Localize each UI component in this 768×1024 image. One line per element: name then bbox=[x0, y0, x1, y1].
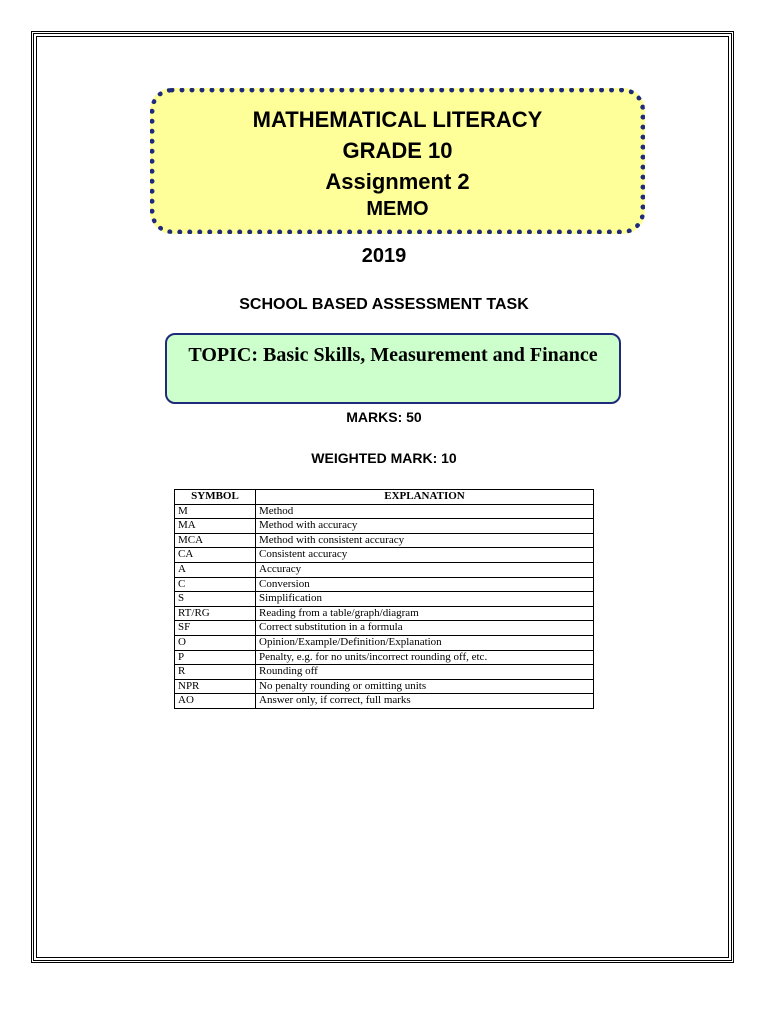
explanation-cell: Method bbox=[256, 504, 594, 519]
symbol-cell: A bbox=[175, 562, 256, 577]
table-row bbox=[175, 635, 594, 650]
table-row bbox=[175, 650, 594, 665]
explanation-cell: Answer only, if correct, full marks bbox=[256, 694, 594, 709]
task-type-heading: SCHOOL BASED ASSESSMENT TASK bbox=[239, 296, 529, 313]
symbol-cell: RT/RG bbox=[175, 606, 256, 621]
table-row bbox=[175, 665, 594, 680]
symbol-cell: C bbox=[175, 577, 256, 592]
assignment-title: Assignment 2 bbox=[325, 169, 470, 194]
table-header-row bbox=[175, 490, 594, 505]
symbol-cell: NPR bbox=[175, 679, 256, 694]
topic-text: TOPIC: Basic Skills, Measurement and Finance bbox=[188, 344, 598, 366]
explanation-cell: Penalty, e.g. for no units/incorrect rounding off, etc. bbox=[256, 650, 594, 665]
explanation-cell: Rounding off bbox=[256, 665, 594, 680]
symbol-cell: SF bbox=[175, 621, 256, 636]
explanation-cell: Method with consistent accuracy bbox=[256, 533, 594, 548]
explanation-cell: Simplification bbox=[256, 592, 594, 607]
explanation-cell: Correct substitution in a formula bbox=[256, 621, 594, 636]
table-row bbox=[175, 694, 594, 709]
table-row bbox=[175, 592, 594, 607]
memo-title: MEMO bbox=[366, 198, 429, 220]
table-row bbox=[175, 577, 594, 592]
symbol-cell: S bbox=[175, 592, 256, 607]
symbol-cell: P bbox=[175, 650, 256, 665]
marks-total: MARKS: 50 bbox=[346, 409, 422, 425]
table-row bbox=[175, 621, 594, 636]
table-row bbox=[175, 562, 594, 577]
explanation-cell: Consistent accuracy bbox=[256, 548, 594, 563]
symbol-cell: O bbox=[175, 635, 256, 650]
symbol-cell: R bbox=[175, 665, 256, 680]
table-row bbox=[175, 533, 594, 548]
subject-title: MATHEMATICAL LITERACY bbox=[252, 107, 543, 132]
table-row bbox=[175, 548, 594, 563]
symbol-cell: MA bbox=[175, 519, 256, 534]
grade-title: GRADE 10 bbox=[342, 138, 453, 163]
table-row bbox=[175, 504, 594, 519]
explanation-cell: Reading from a table/graph/diagram bbox=[256, 606, 594, 621]
weighted-mark: WEIGHTED MARK: 10 bbox=[311, 450, 457, 466]
symbol-column-header: SYMBOL bbox=[175, 490, 256, 505]
year: 2019 bbox=[361, 245, 407, 267]
explanation-cell: Accuracy bbox=[256, 562, 594, 577]
symbol-cell: M bbox=[175, 504, 256, 519]
symbol-explanation-table bbox=[174, 489, 594, 709]
explanation-column-header: EXPLANATION bbox=[256, 490, 594, 505]
table-row bbox=[175, 606, 594, 621]
explanation-cell: Conversion bbox=[256, 577, 594, 592]
topic-box bbox=[165, 333, 621, 404]
explanation-cell: No penalty rounding or omitting units bbox=[256, 679, 594, 694]
title-box bbox=[150, 88, 645, 234]
symbol-cell: AO bbox=[175, 694, 256, 709]
symbol-cell: CA bbox=[175, 548, 256, 563]
table-row bbox=[175, 519, 594, 534]
symbol-cell: MCA bbox=[175, 533, 256, 548]
explanation-cell: Opinion/Example/Definition/Explanation bbox=[256, 635, 594, 650]
explanation-cell: Method with accuracy bbox=[256, 519, 594, 534]
table-row bbox=[175, 679, 594, 694]
